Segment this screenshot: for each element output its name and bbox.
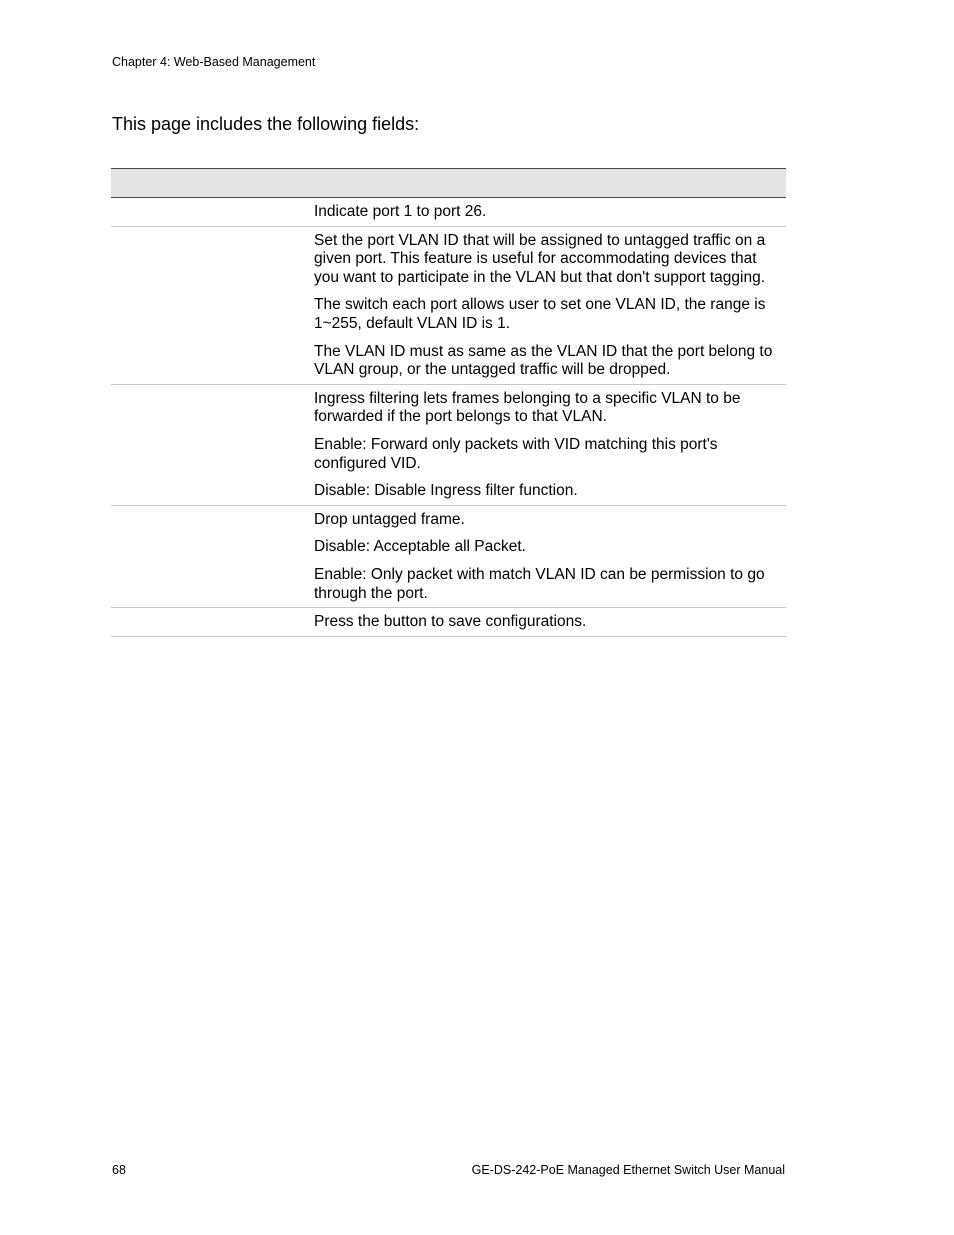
description-cell [313, 198, 786, 226]
table-row [111, 506, 786, 608]
description-paragraph: The switch each port allows user to set one VLAN ID, the range is 1~255, default VLAN ID is 1. [314, 296, 766, 332]
table-row [111, 608, 786, 637]
description-paragraph: Disable: Disable Ingress filter function. [314, 482, 578, 500]
fields-table [111, 168, 786, 637]
description-paragraph: Disable: Acceptable all Packet. [314, 538, 526, 556]
table-header-row [111, 169, 786, 198]
description-paragraph: Press the button to save configurations. [314, 613, 587, 631]
description-paragraph: Enable: Only packet with match VLAN ID can be permission to go through the port. [314, 565, 765, 602]
description-paragraph: Enable: Forward only packets with VID matching this port's configured VID. [314, 435, 718, 472]
description-paragraph: Set the port VLAN ID that will be assigned to untagged traffic on a given port. This feature is useful for accommodating devices that you want to participate in the VLAN but that don't support tagging. [314, 231, 766, 286]
field-name-cell [111, 506, 313, 607]
field-name-cell [111, 385, 313, 505]
running-header: Chapter 4: Web-Based Management [112, 55, 316, 69]
description-paragraph: The VLAN ID must as same as the VLAN ID that the port belong to VLAN group, or the untagged traffic will be dropped. [314, 342, 773, 379]
description-cell [313, 608, 786, 636]
description-cell [313, 385, 786, 505]
field-name-cell [111, 198, 313, 226]
description-cell [313, 227, 786, 384]
manual-title: GE-DS-242-PoE Managed Ethernet Switch User Manual [471, 1163, 785, 1177]
description-paragraph: Indicate port 1 to port 26. [314, 203, 487, 220]
field-name-cell [111, 608, 313, 636]
table-row [111, 198, 786, 227]
field-name-cell [111, 227, 313, 384]
description-paragraph: Ingress filtering lets frames belonging to a specific VLAN to be forwarded if the port belongs to that VLAN. [314, 389, 741, 426]
table-row [111, 385, 786, 506]
description-paragraph: Drop untagged frame. [314, 510, 465, 528]
page-number: 68 [112, 1163, 126, 1177]
intro-text: This page includes the following fields: [112, 114, 420, 134]
table-row [111, 227, 786, 385]
description-cell [313, 506, 786, 607]
